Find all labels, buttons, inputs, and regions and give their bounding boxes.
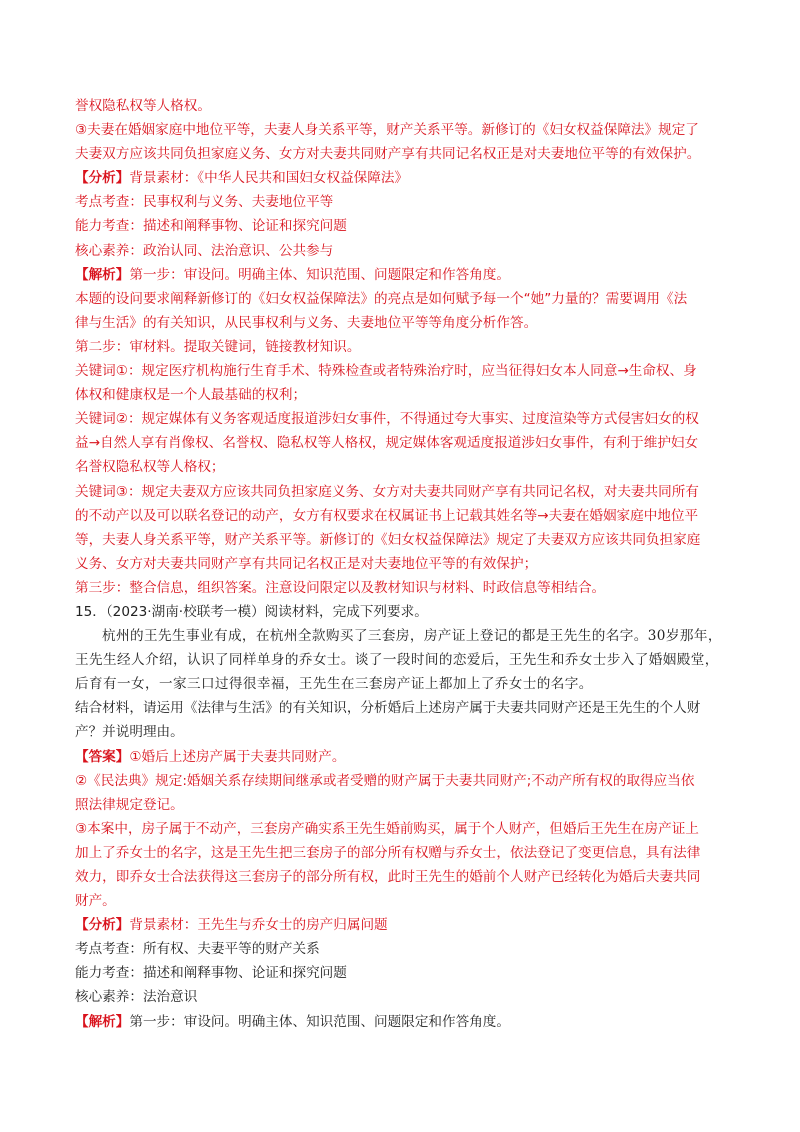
line-text: 关键词②：规定媒体有义务客观适度报道涉妇女事件，不得通过夸大事实、过度渲染等方式侵害妇女的权 — [75, 411, 699, 428]
line-text: 结合材料，请运用《法律与生活》的有关知识，分析婚后上述房产属于夫妻共同财产还是王先生的个人财 — [75, 700, 701, 717]
text-line — [75, 94, 735, 118]
text-line — [75, 118, 735, 142]
line-text: 15．（2023·湖南·校联考一模）阅读材料，完成下列要求。 — [75, 603, 428, 620]
text-line — [75, 287, 735, 311]
line-text: 益→自然人享有肖像权、名誉权、隐私权等人格权，规定媒体客观适度报道涉妇女事件，有利于维护妇女 — [75, 435, 699, 452]
line-text: 体权和健康权是一个人最基础的权利； — [75, 387, 307, 404]
line-text: 第三步：整合信息，组织答案。注意设问限定以及教材知识与材料、时政信息等相结合。 — [75, 579, 606, 596]
text-line — [75, 552, 735, 576]
line-text: ③本案中，房子属于不动产，三套房产确实系王先生婚前购买，属于个人财产，但婚后王先生在房产证上 — [75, 820, 699, 837]
text-line — [75, 793, 735, 817]
line-text: 第二步：审材料。提取关键词，链接教材知识。 — [75, 338, 361, 355]
line-text: 核心素养：政治认同、法治意识、公共参与 — [75, 242, 334, 259]
line-text: 的不动产以及可以联名登记的动产，女方有权要求在权属证书上记载其姓名等→夫妻在婚姻家庭中地位平 — [75, 507, 699, 524]
document-body — [75, 94, 735, 1034]
line-text: 第一步：审设问。明确主体、知识范围、问题限定和作答角度。 — [129, 1013, 510, 1030]
line-text: 誉权隐私权等人格权。 — [75, 98, 211, 114]
text-line — [75, 335, 735, 359]
line-text: ②《民法典》规定:婚姻关系存续期间继承或者受赠的财产属于夫妻共同财产;不动产所有权的取得应当依 — [75, 772, 695, 789]
text-line — [75, 648, 735, 672]
line-text: 背景素材：王先生与乔女士的房产归属问题 — [129, 917, 388, 934]
text-line — [75, 961, 735, 985]
line-text: 考点考查：所有权、夫妻平等的财产关系 — [75, 941, 320, 958]
line-text: 关键词③：规定夫妻双方应该共同负担家庭义务、女方对夫妻共同财产享有共同记名权，对夫妻共同所有 — [75, 483, 699, 500]
text-line — [75, 239, 735, 263]
section-tag: 【分析】 — [75, 917, 130, 934]
text-line — [75, 889, 735, 913]
line-text: 能力考查：描述和阐释事物、论证和探究问题 — [75, 965, 347, 982]
line-text: ①婚后上述房产属于夫妻共同财产。 — [129, 748, 346, 765]
text-line — [75, 311, 735, 335]
line-text: 产？并说明理由。 — [75, 724, 184, 741]
line-text: 能力考查：描述和阐释事物、论证和探究问题 — [75, 218, 347, 235]
text-line — [75, 166, 735, 190]
text-line — [75, 985, 735, 1009]
line-text: 第一步：审设问。明确主体、知识范围、问题限定和作答角度。 — [129, 266, 510, 283]
text-line — [75, 841, 735, 865]
line-text: 名誉权隐私权等人格权； — [75, 459, 225, 476]
text-line — [75, 672, 735, 696]
line-text: 关键词①：规定医疗机构施行生育手术、特殊检查或者特殊治疗时，应当征得妇女本人同意→生命权、身 — [75, 363, 697, 380]
text-line — [75, 214, 735, 238]
line-text: 王先生经人介绍，认识了同样单身的乔女士。谈了一段时间的恋爱后，王先生和乔女士步入了婚姻殿堂， — [75, 652, 719, 669]
text-line — [75, 359, 735, 383]
section-tag: 【解析】 — [75, 1013, 130, 1030]
text-line — [75, 431, 735, 455]
text-line — [75, 745, 735, 769]
text-line — [75, 769, 735, 793]
line-text: 背景素材：《中华人民共和国妇女权益保障法》 — [129, 170, 409, 187]
section-tag: 【分析】 — [75, 170, 130, 187]
text-line — [75, 600, 735, 624]
text-line — [75, 817, 735, 841]
text-line — [75, 696, 735, 720]
section-tag: 【解析】 — [75, 266, 130, 283]
text-line — [75, 407, 735, 431]
text-line — [75, 913, 735, 937]
line-text: 等，夫妻人身关系平等，财产关系平等。新修订的《妇女权益保障法》规定了夫妻双方应该共同负担家庭 — [75, 531, 701, 548]
line-text: 照法律规定登记。 — [75, 796, 184, 813]
text-line — [75, 383, 735, 407]
line-text: 核心素养：法治意识 — [75, 989, 198, 1006]
line-text: 杭州的王先生事业有成，在杭州全款购买了三套房，房产证上登记的都是王先生的名字。30岁那年， — [102, 628, 722, 645]
text-line — [75, 937, 735, 961]
text-line — [75, 455, 735, 479]
text-line — [75, 576, 735, 600]
line-text: 后育有一女，一家三口过得很幸福，王先生在三套房产证上都加上了乔女士的名字。 — [75, 676, 593, 693]
text-line — [75, 190, 735, 214]
line-text: ③夫妻在婚姻家庭中地位平等，夫妻人身关系平等，财产关系平等。新修订的《妇女权益保障法》规定了 — [75, 122, 699, 139]
text-line — [75, 504, 735, 528]
line-text: 效力，即乔女士合法获得这三套房子的部分所有权，此时王先生的婚前个人财产已经转化为婚后夫妻共同 — [75, 869, 701, 885]
text-line — [75, 624, 735, 648]
line-text: 律与生活》的有关知识，从民事权利与义务、夫妻地位平等等角度分析作答。 — [75, 314, 538, 331]
text-line — [75, 528, 735, 552]
section-tag: 【答案】 — [75, 748, 130, 765]
line-text: 夫妻双方应该共同负担家庭义务、女方对夫妻共同财产享有共同记名权正是对夫妻地位平等的有效保护。 — [75, 146, 701, 163]
text-line — [75, 1010, 735, 1034]
text-line — [75, 142, 735, 166]
text-line — [75, 865, 735, 889]
line-text: 财产。 — [75, 893, 116, 910]
line-text: 考点考查：民事权利与义务、夫妻地位平等 — [75, 194, 334, 211]
text-line — [75, 720, 735, 744]
line-text: 义务、女方对夫妻共同财产享有共同记名权正是对夫妻地位平等的有效保护； — [75, 555, 538, 572]
text-line — [75, 480, 735, 504]
line-text: 加上了乔女士的名字，这是王先生把三套房子的部分所有权赠与乔女士，依法登记了变更信息，具有法律 — [75, 844, 701, 861]
line-text: 本题的设问要求阐释新修订的《妇女权益保障法》的亮点是如何赋予每一个“她”力量的？需要调用《法 — [75, 290, 688, 307]
text-line — [75, 263, 735, 287]
